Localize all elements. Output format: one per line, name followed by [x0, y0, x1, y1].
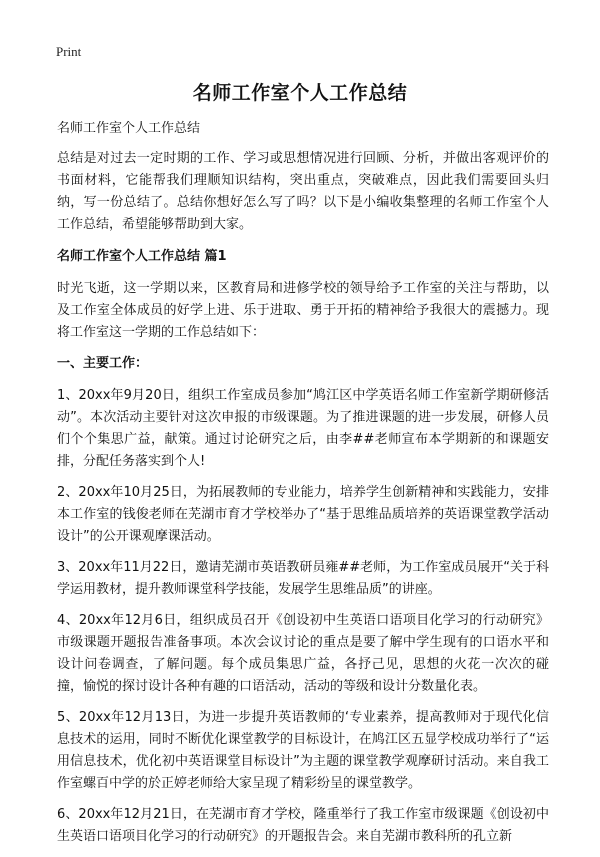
document-subtitle: 名师工作室个人工作总结 [57, 121, 201, 136]
list-item: 3、20xx年11月22日，邀请芜湖市英语教研员雍##老师，为工作室成员展开“关于科学运用教材，提升教师课堂科学技能，发展学生思维品质”的讲座。 [57, 560, 549, 597]
section-heading: 名师工作室个人工作总结 篇1 [57, 249, 227, 264]
main-work-heading: 一、主要工作： [57, 356, 149, 371]
list-item: 5、20xx年12月13日，为进一步提升英语教师的‘专业素养，提高教师对于现代化信息技术的运用，同时不断优化课堂教学的目标设计，在鸠江区五显学校成功举行了“运用信息技术，优化初中英语课堂目标设计”为主题的课堂教学观摩研讨活动。来自我工作室螺百中学的於正婷老师给大家呈现了精彩纷呈的课堂教学。 [57, 710, 549, 791]
list-item: 2、20xx年10月25日，为拓展教师的专业能力，培养学生创新精神和实践能力，安排本工作室的钱俊老师在芜湖市育才学校举办了“基于思维品质培养的英语课堂教学活动设计”的公开课观摩课活动。 [57, 485, 549, 544]
list-item: 1、20xx年9月20日，组织工作室成员参加“鸠江区中学英语名师工作室新学期研修活动”。本次活动主要针对这次申报的市级课题。为了推进课题的进一步发展，研修人员们个个集思广益，献策。通过讨论研究之后，由李##老师宣布本学期新的和课题安排，分配任务落实到个人! [57, 388, 549, 469]
list-item: 4、20xx年12月6日，组织成员召开《创设初中生英语口语项目化学习的行动研究》市级课题开题报告准备事项。本次会议讨论的重点是要了解中学生现有的口语水平和设计问卷调查，了解问题。每个成员集思广益，各抒己见，思想的火花一次次的碰撞，愉悦的探讨设计各种有趣的口语活动，活动的等级和设计分数量化表。 [57, 613, 549, 694]
section-intro-paragraph: 时光飞逝，这一学期以来，区教育局和进修学校的领导给予工作室的关注与帮助，以及工作室全体成员的好学上进、乐于进取、勇于开拓的精神给予我很大的震撼力。现将工作室这一学期的工作总结如下： [57, 281, 549, 340]
list-item: 6、20xx年12月21日，在芜湖市育才学校，隆重举行了我工作室市级课题《创设初中生英语口语项目化学习的行动研究》的开题报告会。来自芜湖市教科所的孔立新 [57, 807, 549, 844]
intro-paragraph: 总结是对过去一定时期的工作、学习或思想情况进行回顾、分析，并做出客观评价的书面材料，它能帮我们理顺知识结构，突出重点，突破难点，因此我们需要回头归纳，写一份总结了。总结你想好怎么写了吗？以下是小编收集整理的名师工作室个人工作总结，希望能够帮助到大家。 [57, 151, 549, 232]
page-title: 名师工作室个人工作总结 [192, 82, 408, 104]
document-body [57, 118, 549, 857]
print-link[interactable]: Print [56, 44, 82, 59]
